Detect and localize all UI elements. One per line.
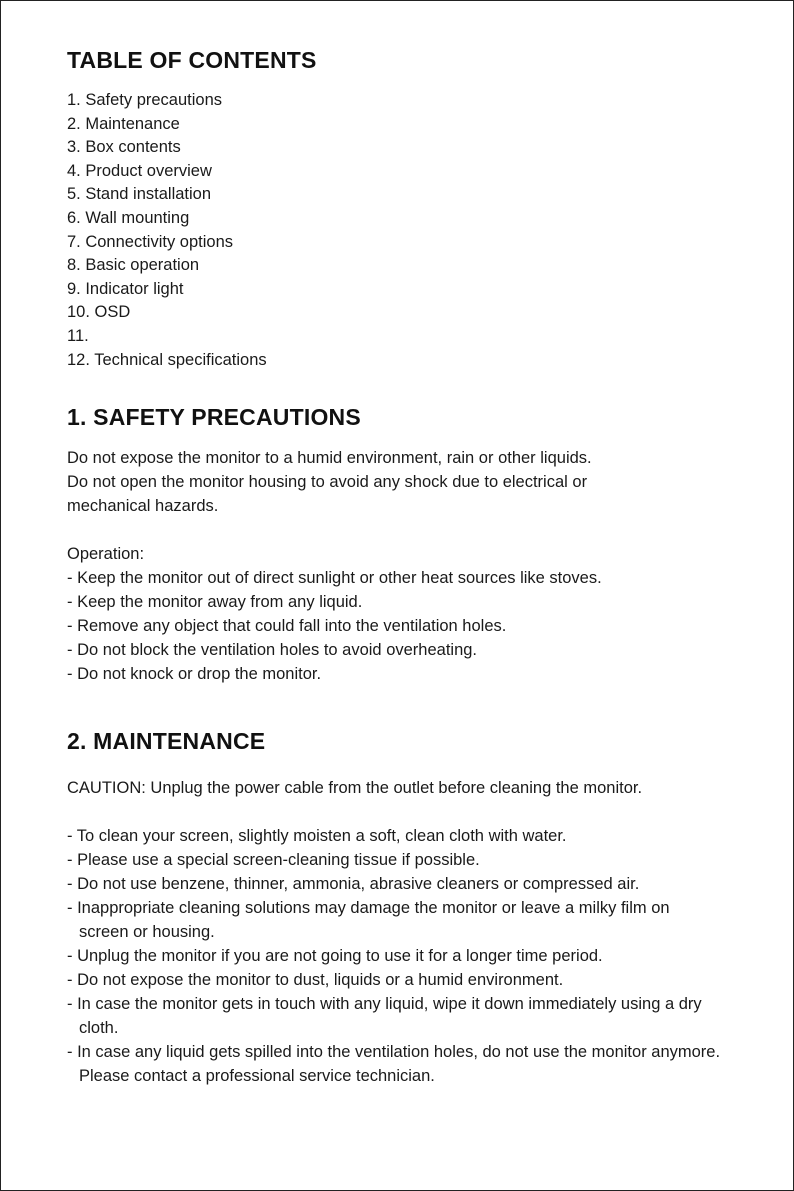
toc-item: 3. Box contents [67,138,181,157]
maintenance-item: - In case any liquid gets spilled into the ventilation holes, do not use the monitor anymore. Please contact a professional service technician. [67,1043,721,1086]
maintenance-list [67,824,727,1088]
safety-intro-line: mechanical hazards. [67,497,219,516]
maintenance-item: - Unplug the monitor if you are not going to use it for a longer time period. [67,947,603,966]
operation-item: - Keep the monitor away from any liquid. [67,593,363,612]
safety-section [67,402,767,686]
toc-item: 1. Safety precautions [67,91,223,109]
toc-item: 4. Product overview [67,161,212,180]
toc-item: 2. Maintenance [67,114,180,133]
toc-item: 12. Technical specifications [67,350,267,369]
maintenance-item: - Do not use benzene, thinner, ammonia, abrasive cleaners or compressed air. [67,875,640,894]
safety-body [67,446,767,686]
maintenance-section [67,726,767,1088]
page-content [67,45,767,1088]
operation-label: Operation: [67,545,145,564]
toc-title: TABLE OF CONTENTS [67,47,317,73]
toc-list [67,89,767,372]
maintenance-item: - Inappropriate cleaning solutions may damage the monitor or leave a milky film on screen or housing. [67,899,670,942]
toc-item: 10. OSD [67,303,131,322]
maintenance-body [67,776,767,1088]
safety-intro-line: Do not expose the monitor to a humid environment, rain or other liquids. [67,449,592,468]
toc-item: 7. Connectivity options [67,232,234,251]
toc-item: 9. Indicator light [67,279,184,298]
maintenance-item: - Please use a special screen-cleaning tissue if possible. [67,851,480,870]
maintenance-item: - Do not expose the monitor to dust, liquids or a humid environment. [67,971,564,990]
spacer [67,800,767,824]
maintenance-item: - In case the monitor gets in touch with any liquid, wipe it down immediately using a dry cloth. [67,995,702,1038]
operation-item: - Keep the monitor out of direct sunlight or other heat sources like stoves. [67,569,602,588]
toc-item: 11. [67,326,89,345]
operation-item: - Do not block the ventilation holes to avoid overheating. [67,641,478,660]
toc-item: 5. Stand installation [67,185,212,204]
operation-item: - Remove any object that could fall into the ventilation holes. [67,617,507,636]
operation-list [67,566,767,686]
maintenance-title: 2. MAINTENANCE [67,728,266,755]
maintenance-item: - To clean your screen, slightly moisten a soft, clean cloth with water. [67,827,567,846]
spacer [67,518,767,542]
safety-title: 1. SAFETY PRECAUTIONS [67,404,361,431]
operation-item: - Do not knock or drop the monitor. [67,665,322,684]
toc-item: 6. Wall mounting [67,208,190,227]
caution-text: CAUTION: Unplug the power cable from the outlet before cleaning the monitor. [67,779,643,798]
toc-item: 8. Basic operation [67,256,200,275]
safety-intro-line: Do not open the monitor housing to avoid any shock due to electrical or [67,473,588,492]
